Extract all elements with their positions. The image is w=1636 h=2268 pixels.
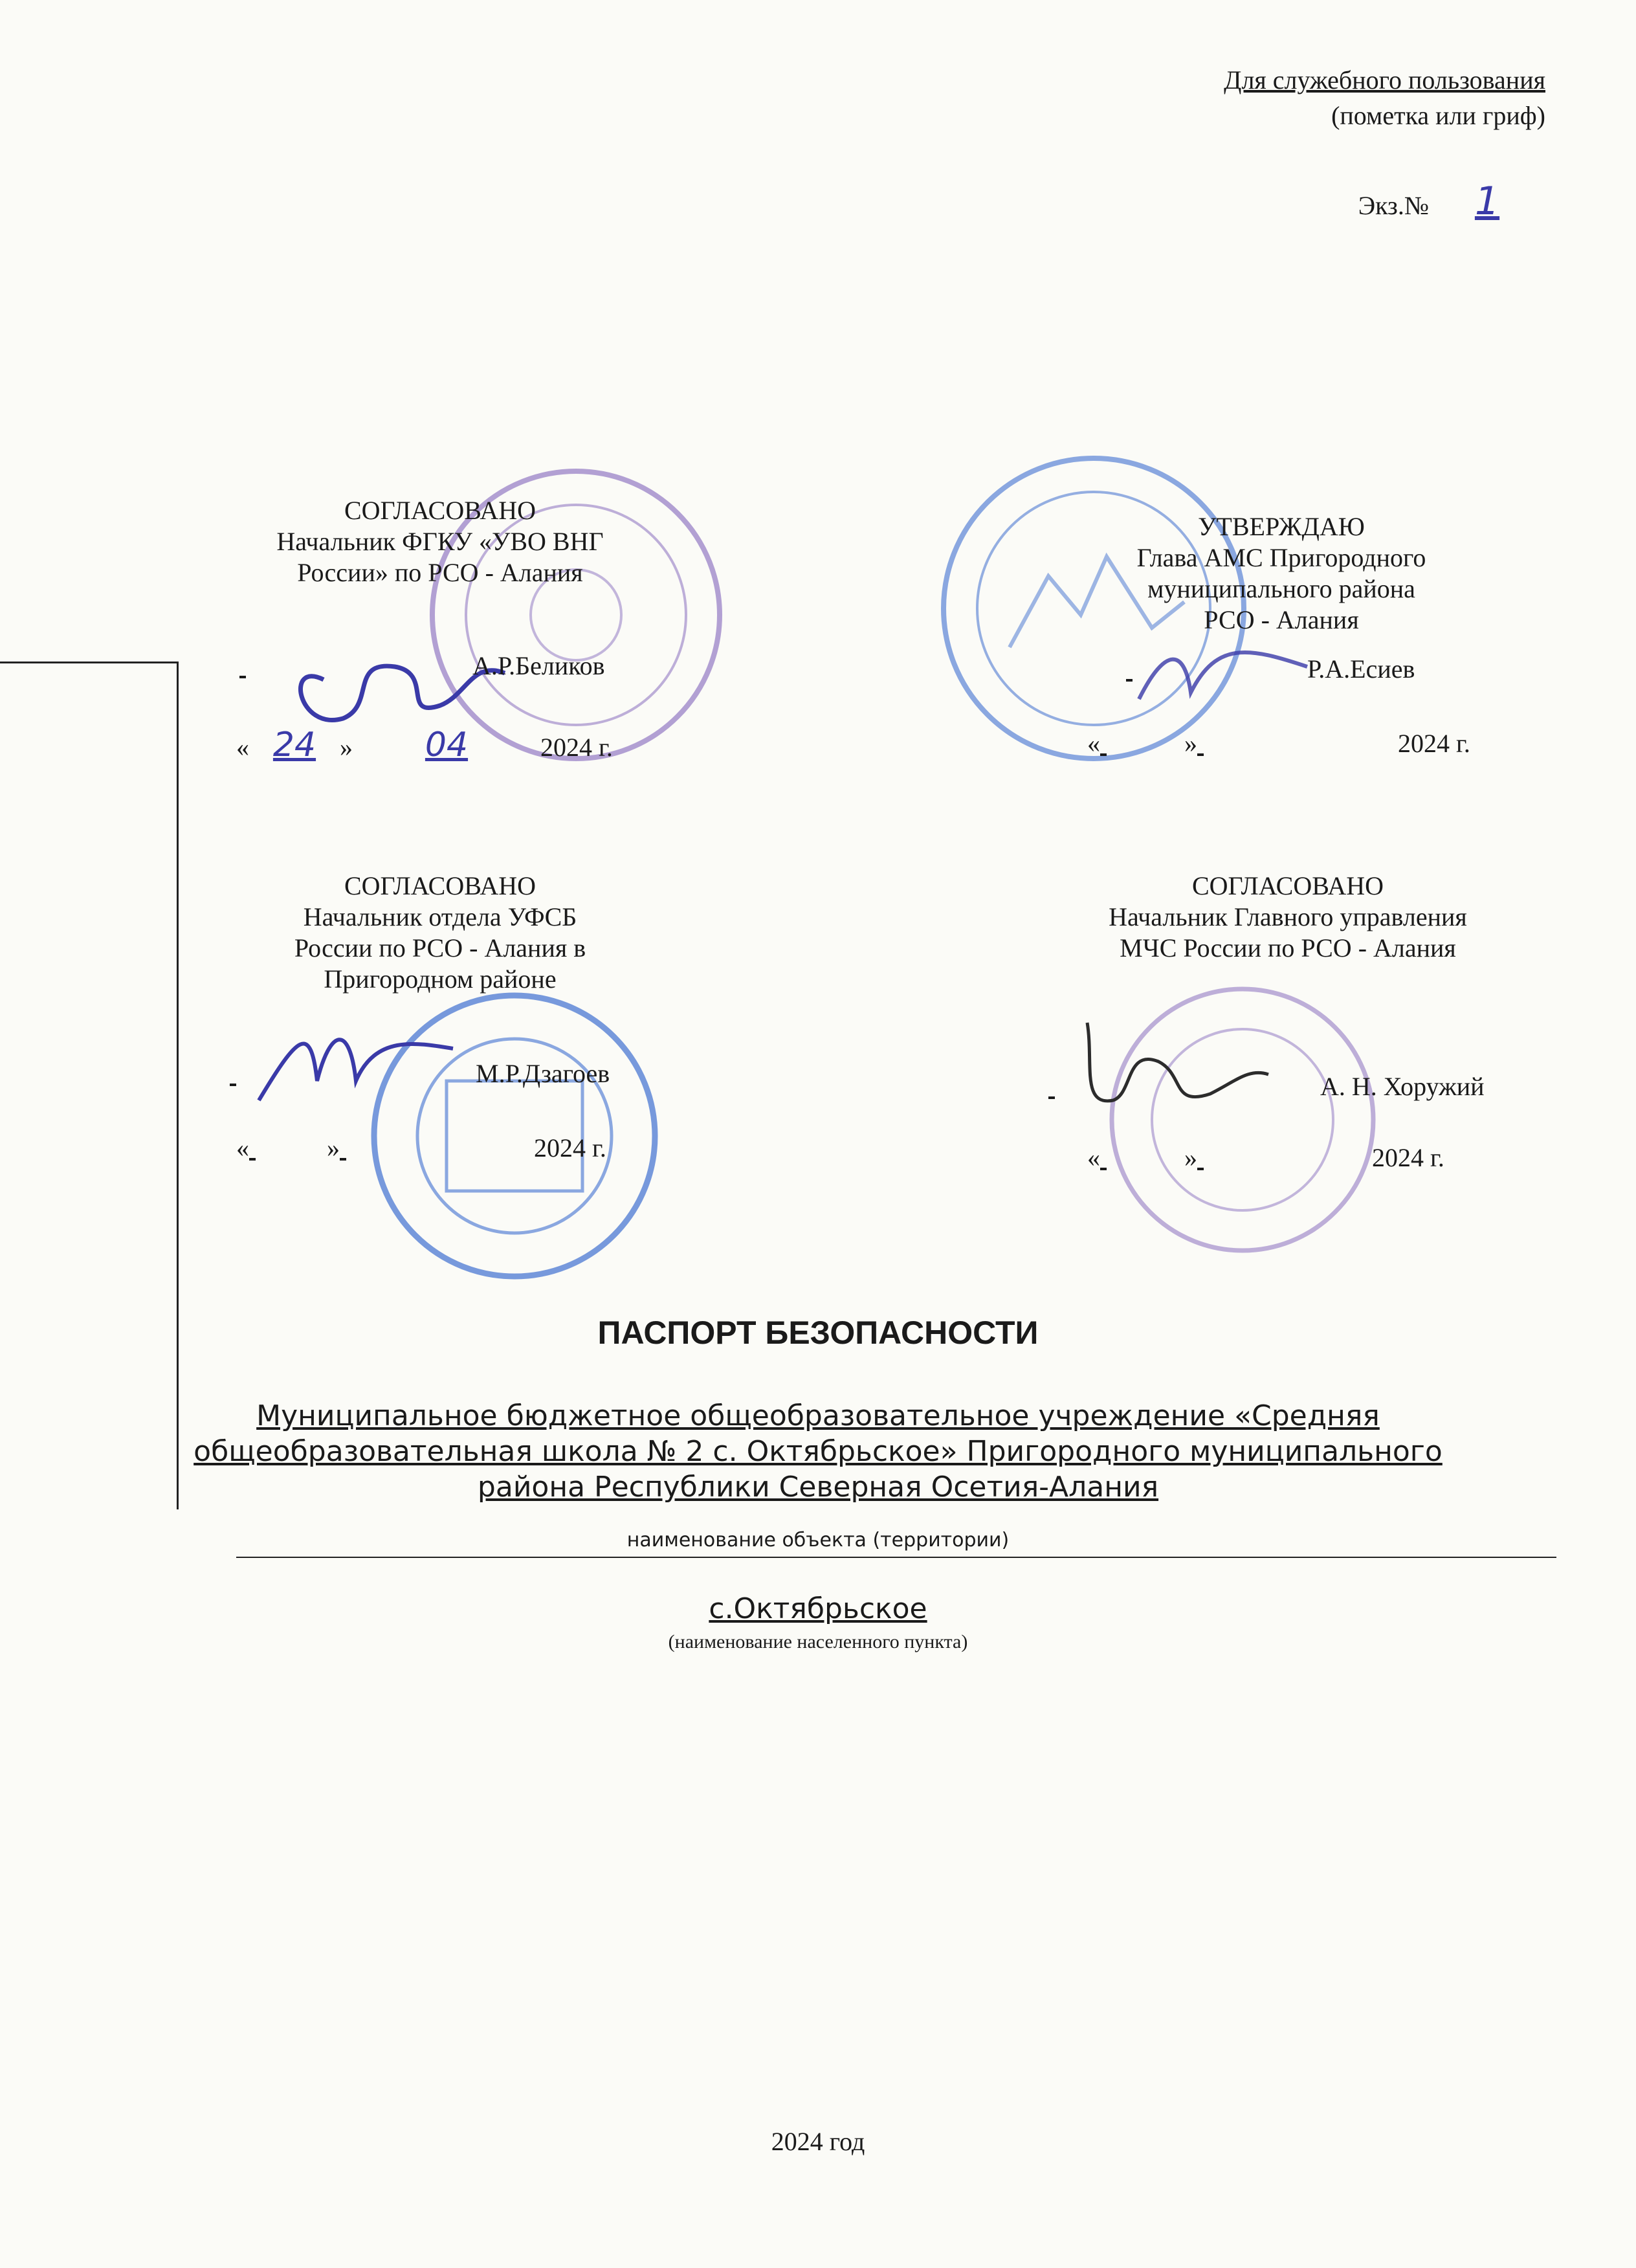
- copy-number-row: [1358, 178, 1545, 225]
- date-year: 2024 г.: [534, 1133, 606, 1162]
- copy-number: 1: [1474, 179, 1500, 224]
- settlement-caption: (наименование населенного пункта): [668, 1631, 968, 1652]
- scan-edge-line: [177, 662, 179, 1509]
- approval-block-top-right: [1048, 511, 1514, 636]
- signer-name: М.Р.Дзагоев: [476, 1059, 610, 1088]
- approval-block-top-left: [220, 495, 660, 588]
- date-year: 2024 г.: [540, 733, 613, 762]
- date-year: 2024 г.: [1372, 1143, 1444, 1172]
- date-line-bottom-left: [236, 1133, 606, 1164]
- date-quote-open: «: [1087, 729, 1100, 758]
- signature-blank: [239, 650, 472, 682]
- scan-edge-line: [0, 662, 178, 663]
- date-quote-close: »: [1184, 1143, 1197, 1172]
- signature-blank: [230, 1058, 476, 1089]
- date-day-blank: [1100, 728, 1184, 759]
- date-quote-close: »: [340, 733, 353, 762]
- approval-position-line: России по РСО - Алания в: [294, 933, 586, 962]
- approval-heading: СОГЛАСОВАНО: [344, 496, 536, 525]
- signature-line-bottom-left: [230, 1058, 610, 1089]
- object-name-block: [0, 1398, 1636, 1505]
- date-line-top-left: [236, 725, 613, 765]
- object-name-line: Муниципальное бюджетное общеобразовательное учреждение «Средняя: [256, 1399, 1380, 1432]
- signature-line-bottom-right: [1048, 1071, 1485, 1102]
- approval-heading: УТВЕРЖДАЮ: [1198, 512, 1365, 541]
- date-month-blank: [1197, 728, 1398, 759]
- approval-position-line: Глава АМС Пригородного: [1136, 543, 1426, 572]
- approval-position-line: России» по РСО - Алания: [297, 558, 583, 587]
- date-quote-open: «: [236, 1133, 249, 1162]
- signature-blank: [1048, 1071, 1320, 1102]
- approval-position-line: Пригородном районе: [324, 964, 557, 994]
- date-quote-close: »: [1184, 729, 1197, 758]
- approval-position-line: Начальник отдела УФСБ: [303, 902, 577, 931]
- date-month: 04: [425, 726, 469, 764]
- date-month-blank: [340, 1133, 534, 1164]
- signer-name: Р.А.Есиев: [1307, 654, 1415, 684]
- document-year: 2024 год: [771, 2127, 865, 2156]
- date-day: 24: [272, 726, 316, 764]
- date-day-blank: [1100, 1142, 1184, 1173]
- signature-blank: [1126, 654, 1307, 685]
- signature-line-top-left: [239, 650, 605, 682]
- date-quote-open: «: [1087, 1143, 1100, 1172]
- object-underline: [236, 1557, 1556, 1558]
- signature-line-top-right: [1126, 654, 1415, 685]
- approval-heading: СОГЛАСОВАНО: [1191, 871, 1384, 900]
- signer-name: А.Р.Беликов: [472, 651, 605, 680]
- date-quote-close: »: [327, 1133, 340, 1162]
- approval-position-line: Начальник ФГКУ «УВО ВНГ: [276, 527, 604, 556]
- object-name-line: района Республики Северная Осетия-Алания: [477, 1471, 1159, 1504]
- round-stamp-purple-mchs: [1107, 984, 1378, 1256]
- approval-block-bottom-left: [220, 871, 660, 995]
- date-quote-open: «: [236, 733, 249, 762]
- object-name-line: общеобразовательная школа № 2 с. Октябрьское» Пригородного муниципального: [193, 1435, 1443, 1468]
- classification-note: (пометка или гриф): [1331, 101, 1545, 130]
- approval-position-line: муниципального района: [1147, 574, 1415, 603]
- date-line-bottom-right: [1087, 1142, 1444, 1173]
- document-title: ПАСПОРТ БЕЗОПАСНОСТИ: [597, 1315, 1039, 1351]
- classification-label: Для служебного пользования: [1224, 65, 1545, 94]
- date-day-blank: [249, 1133, 327, 1164]
- date-month-blank: [1197, 1142, 1372, 1173]
- date-line-top-right: [1087, 728, 1470, 759]
- date-year: 2024 г.: [1398, 729, 1470, 758]
- copy-label: Экз.№: [1358, 191, 1429, 220]
- approval-position-line: Начальник Главного управления: [1109, 902, 1467, 931]
- object-caption: наименование объекта (территории): [626, 1529, 1010, 1551]
- signature-khoruzhy: [1061, 1010, 1275, 1120]
- approval-position-line: МЧС России по РСО - Алания: [1120, 933, 1456, 962]
- approval-position-line: РСО - Алания: [1204, 605, 1359, 634]
- approval-heading: СОГЛАСОВАНО: [344, 871, 536, 900]
- approval-block-bottom-right: [1035, 871, 1540, 964]
- settlement-name: с.Октябрьское: [709, 1592, 927, 1625]
- signer-name: А. Н. Хоружий: [1320, 1072, 1485, 1101]
